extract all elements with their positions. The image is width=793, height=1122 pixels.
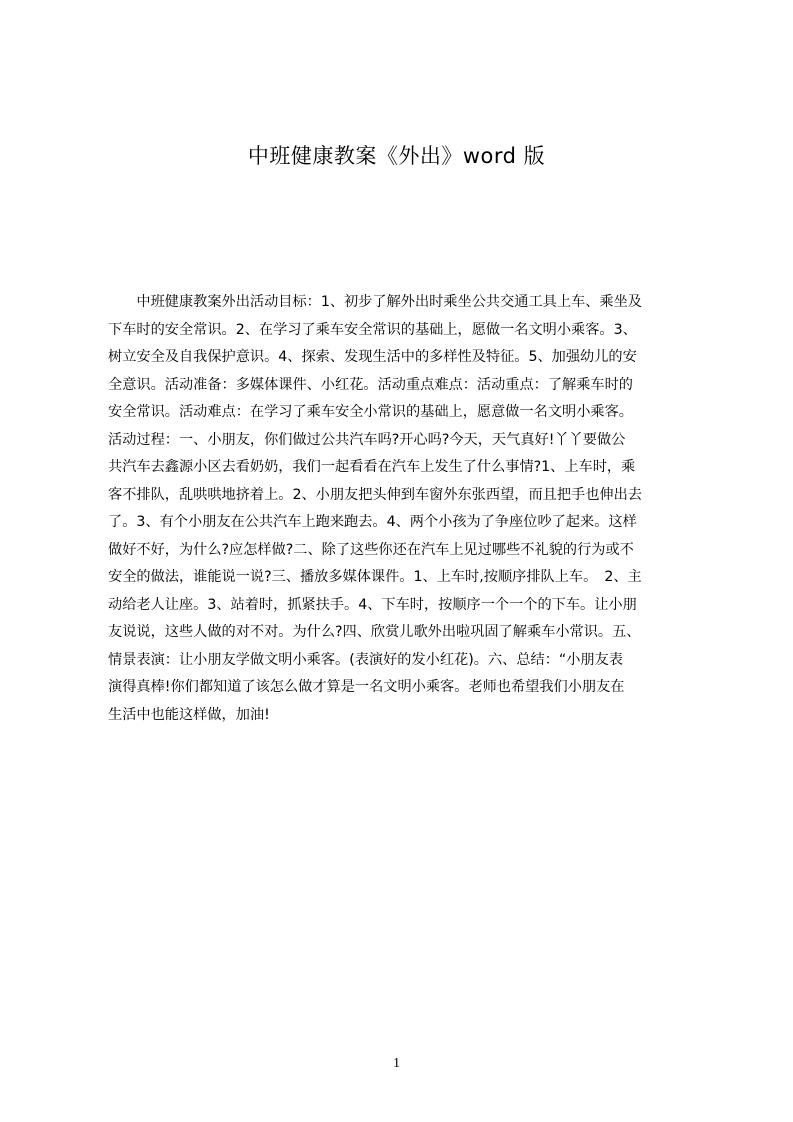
body-line: 生活中也能这样做，加油! — [108, 706, 270, 723]
body-line: 了。3、有个小朋友在公共汽车上跑来跑去。4、两个小孩为了争座位吵了起来。这样 — [108, 514, 637, 530]
body-line: 情景表演：让小朋友学做文明小乘客。(表演好的发小红花)。六、总结：“小朋友表 — [108, 651, 623, 668]
body-line: 全意识。活动准备：多媒体课件、小红花。活动重点难点：活动重点：了解乘车时的 — [108, 376, 633, 393]
body-line: 客不排队，乱哄哄地挤着上。2、小朋友把头伸到车窗外东张西望，而且把手也伸出去 — [108, 486, 642, 503]
document-title: 中班健康教案《外出》word 版 — [247, 144, 546, 168]
page-number: 1 — [393, 1056, 400, 1071]
body-line: 树立安全及自我保护意识。4、探索、发现生活中的多样性及特征。5、加强幼儿的安 — [108, 349, 637, 365]
body-line: 演得真棒!你们都知道了该怎么做才算是一名文明小乘客。老师也希望我们小朋友在 — [108, 679, 625, 695]
body-line: 做好不好，为什么?应怎样做?二、除了这些你还在汽车上见过哪些不礼貌的行为或不 — [108, 541, 634, 558]
body-line: 安全的做法，谁能说一说?三、播放多媒体课件。1、上车时,按顺序排队上车。 2、主 — [108, 569, 642, 585]
body-line: 活动过程：一、小朋友，你们做过公共汽车吗?开心吗?今天，天气真好!丫丫要做公 — [108, 431, 626, 448]
body-line: 友说说，这些人做的对不对。为什么?四、欣赏儿歌外出啦巩固了解乘车小常识。五、 — [108, 624, 641, 640]
body-line: 动给老人让座。3、站着时，抓紧扶手。4、下车时，按顺序一个一个的下车。让小朋 — [108, 596, 637, 613]
document-body — [108, 289, 698, 729]
body-line: 中班健康教案外出活动目标：1、初步了解外出时乘坐公共交通工具上车、乘坐及 — [108, 294, 642, 310]
body-line: 下车时的安全常识。2、在学习了乘车安全常识的基础上，愿做一名文明小乘客。3、 — [108, 321, 637, 338]
body-line: 共汽车去鑫源小区去看奶奶，我们一起看看在汽车上发生了什么事情?1、上车时，乘 — [108, 459, 636, 475]
body-line: 安全常识。活动难点：在学习了乘车安全小常识的基础上，愿意做一名文明小乘客。 — [108, 404, 633, 420]
